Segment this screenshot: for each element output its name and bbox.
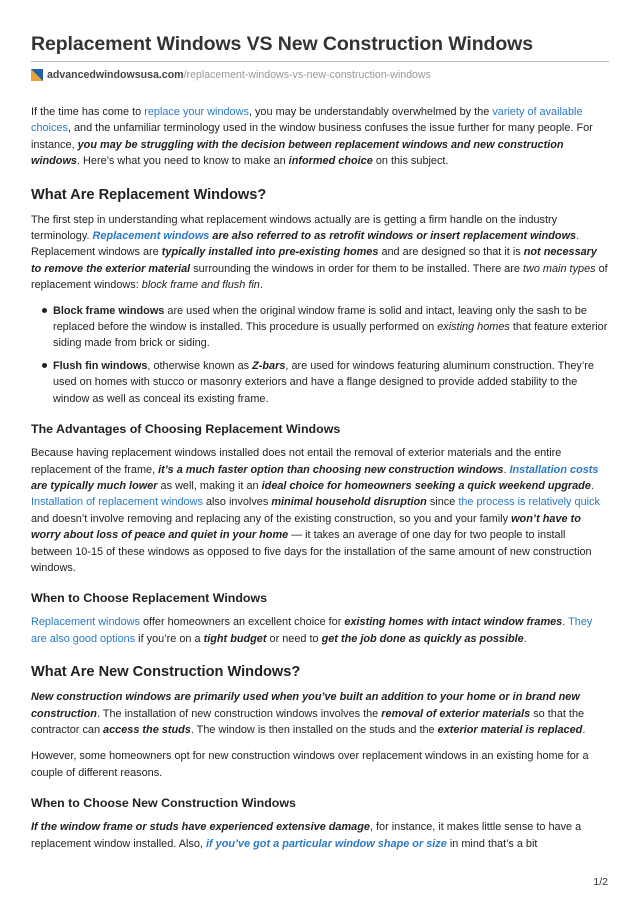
paragraph-new-construction: New construction windows are primarily used when you’ve built an addition to your home or in brand new construction. The installation of new construction windows involves the removal of exterior materials so that the contractor can access the studs. The window is then installed on the studs and the exterior material is replaced. [31, 691, 586, 736]
installation-costs-link[interactable]: Installation costs [509, 463, 599, 476]
paragraph-advantages: Because having replacement windows installed does not entail the removal of exterior materials and the entire replacement of the frame, it’s a much faster option than choosing new construction windows. Installation costs are typically much lower as well, making it an ideal choice for homeowners seeking a quick weekend upgrade. Installation of replacement windows also involves minimal household disruption since the process is relatively quick and doesn’t involve removing and replacing any of the existing construction, so you and your family won’t have to worry about loss of peace and quiet in your home — it takes an average of one day for two people to install between 10-15 of these windows as opposed to five days for the installation of the same amount of new construction windows. [31, 447, 600, 574]
heading-what-are-replacement-windows: What Are Replacement Windows? [31, 186, 267, 203]
document-page [31, 31, 609, 852]
paragraph-when-replacement: Replacement windows offer homeowners an excellent choice for existing homes with intact window frames. They are also good options if you’re on a tight budget or need to get the job done as quickly as possible. [31, 616, 593, 645]
replacement-windows-link-2[interactable]: Replacement windows [31, 616, 140, 629]
source-path-link[interactable]: /replacement-windows-vs-new-construction-windows [183, 69, 431, 81]
heading-what-are-new-construction-windows: What Are New Construction Windows? [31, 664, 301, 681]
page-number: 1/2 [593, 876, 608, 888]
window-shape-or-size-link[interactable]: if you’ve got a particular window shape or size [205, 837, 447, 850]
source-domain-link[interactable]: advancedwindowsusa.com [47, 69, 184, 81]
site-favicon-icon [31, 69, 43, 81]
source-line [31, 68, 609, 82]
page-title: Replacement Windows VS New Construction Windows [31, 33, 533, 55]
paragraph-first-step: The first step in understanding what replacement windows actually are is getting a firm handle on the industry terminology. Replacement windows are also referred to as retrofit windows or insert replacement windows. Replacement windows are typically installed into pre-existing homes and are designed so that it is not necessary to remove the exterior material surrounding the windows in order for them to be installed. There are two main types of replacement windows: block frame and flush fin. [31, 213, 608, 292]
window-types-list [31, 303, 609, 407]
paragraph-however: However, some homeowners opt for new construction windows over replacement windows in an existing home for a couple of different reasons. [31, 750, 589, 779]
heading-when-replacement: When to Choose Replacement Windows [31, 591, 268, 606]
heading-advantages: The Advantages of Choosing Replacement Windows [31, 422, 341, 437]
bullet-icon [42, 308, 47, 313]
replacement-windows-link[interactable]: Replacement windows [92, 230, 210, 243]
title-divider [31, 61, 609, 62]
heading-when-new-construction: When to Choose New Construction Windows [31, 796, 296, 811]
list-item-flush-fin: Flush fin windows, otherwise known as Z-bars, are used for windows featuring aluminum construction. They’re used on homes with stucco or masonry exteriors and have a flange designed to provide added stability to the window as well as conceal its existing frame. [31, 358, 609, 407]
bullet-icon [42, 363, 47, 368]
good-options-link[interactable]: They are also good options [31, 616, 593, 645]
paragraph-when-new-construction: If the window frame or studs have experienced extensive damage, for instance, it makes little sense to have a replacement window installed. Also, if you’ve got a particular window shape or size in mind that’s a bit [31, 821, 582, 850]
replace-your-windows-link[interactable]: replace your windows [144, 106, 249, 118]
variety-of-choices-link[interactable]: variety of available choices [31, 106, 583, 135]
intro-paragraph: If the time has come to replace your windows, you may be understandably overwhelmed by the variety of available choices, and the unfamiliar terminology used in the window business confuses the issue further for many people. For instance, you may be struggling with the decision between replacement windows and new construction windows. Here’s what you need to know to make an informed choice on this subject. [31, 106, 593, 168]
installation-of-replacement-windows-link[interactable]: Installation of replacement windows [31, 496, 203, 509]
process-is-quick-link[interactable]: the process is relatively quick [458, 496, 600, 509]
list-item-block-frame: Block frame windows are used when the original window frame is solid and intact, leaving only the sash to be replaced before the window is installed. This procedure is usually performed on existing homes that feature exterior siding made from brick or siding. [31, 303, 609, 352]
